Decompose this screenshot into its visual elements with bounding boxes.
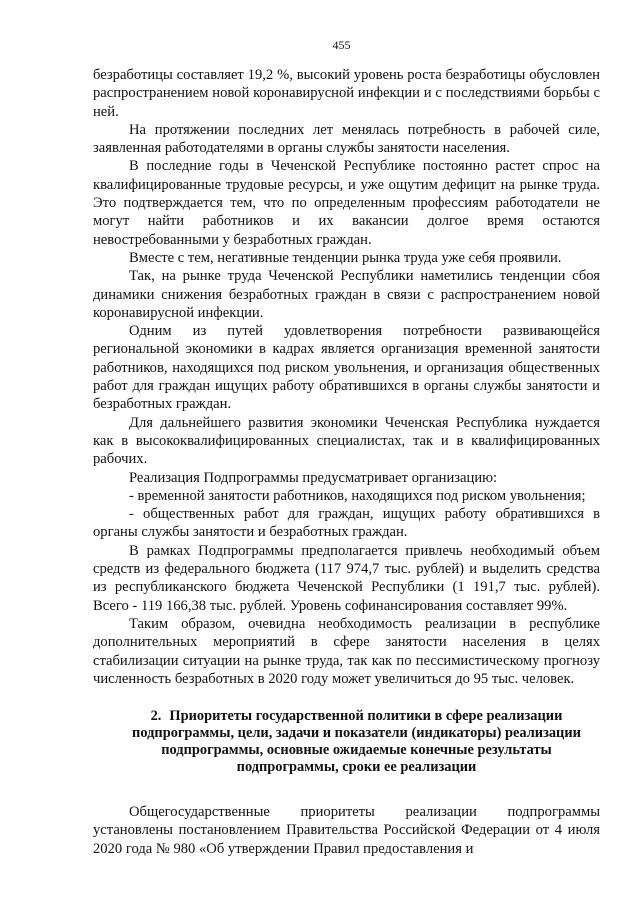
paragraph: Реализация Подпрограммы предусматривает организацию: [129, 469, 498, 486]
paragraph: Таким образом, очевидна необходимость реализации в республике дополнительных мероприятий в сфере занятости населения в целях стабилизации ситуации на рынке труда, так как по пессимистическому прогнозу численность безработных в 2020 году может увеличиться до 95 тыс. человек. [93, 615, 600, 687]
section-title: Приоритеты государственной политики в сфере реализации подпрограммы, цели, задачи и показатели (индикаторы) реализации подпрограммы, основные ожидаемые конечные результаты подпрограммы, сроки ее реализации [132, 708, 581, 776]
paragraph: Общегосударственные приоритеты реализации подпрограммы установлены постановлением Правительства Российской Федерации от 4 июля 2020 года № 980 «Об утверждении Правил предоставления и [93, 804, 600, 857]
page-number: 455 [332, 38, 351, 52]
paragraph: Одним из путей удовлетворения потребности развивающейся региональной экономики в кадрах является организация временной занятости работников, находящихся под риском увольнения, и организация общественных работ для граждан ищущих работу обратившихся в органы службы занятости и безработных граждан. [93, 323, 600, 413]
paragraph: Так, на рынке труда Чеченской Республики наметились тенденции сбоя динамики снижения безработных граждан в связи с распространением новой коронавирусной инфекции. [93, 268, 600, 321]
body-text-before-heading [93, 66, 600, 688]
section-heading [93, 708, 600, 776]
paragraph: В последние годы в Чеченской Республике постоянно растет спрос на квалифицированные трудовые ресурсы, и уже ощутим дефицит на рынке труда. Это подтверждается тем, что по определенным профессиям работодатели не могут найти работников и их вакансии долгое время остаются невостребованными у безработных граждан. [93, 158, 600, 248]
paragraph: Для дальнейшего развития экономики Чеченская Республика нуждается как в высококвалифицированных специалистах, так и в квалифицированных рабочих. [93, 414, 600, 468]
body-text-after-heading [93, 803, 600, 858]
paragraph: Вместе с тем, негативные тенденции рынка труда уже себя проявили. [129, 249, 562, 266]
paragraph: В рамках Подпрограммы предполагается привлечь необходимый объем средств из федерального бюджета (117 974,7 тыс. рублей) и выделить средства из республиканского бюджета Чеченской Республики (1 191,7 тыс. рублей). Всего - 119 166,38 тыс. рублей. Уровень софинансирования составляет 99%. [93, 542, 600, 614]
paragraph: безработицы составляет 19,2 %, высокий уровень роста безработицы обусловлен распространением новой коронавирусной инфекции и с последствиями борьбы с ней. [93, 67, 600, 120]
list-item: - общественных работ для граждан, ищущих работу обратившихся в органы службы занятости и безработных граждан. [93, 506, 600, 541]
paragraph: На протяжении последних лет менялась потребность в рабочей силе, заявленная работодателями в органы службы занятости населения. [93, 121, 600, 157]
list-item: - временной занятости работников, находящихся под риском увольнения; [129, 487, 586, 504]
section-number: 2. [150, 708, 162, 725]
